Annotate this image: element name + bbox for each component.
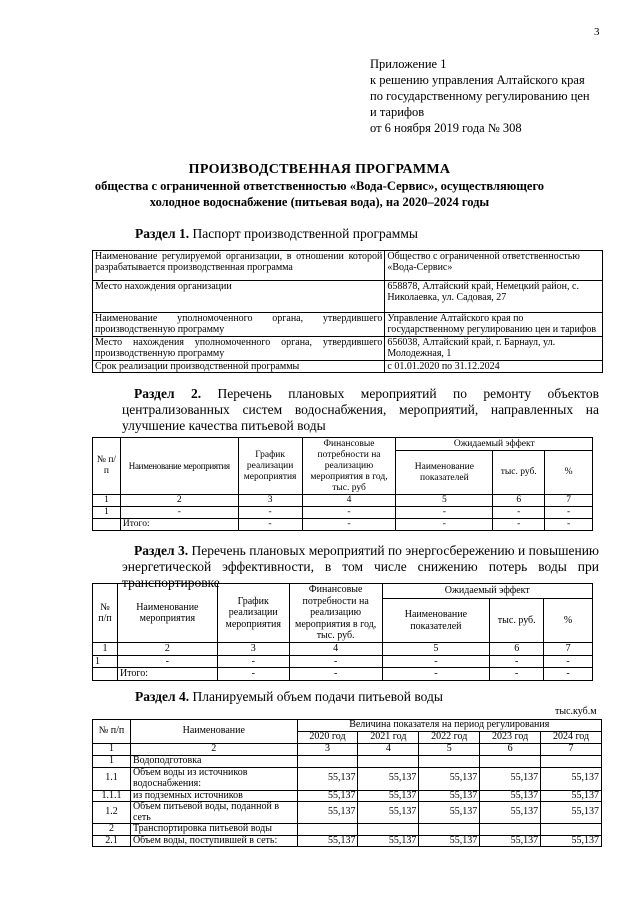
document-title: ПРОИЗВОДСТВЕННАЯ ПРОГРАММА xyxy=(188,162,451,177)
table-cell: 55,137 xyxy=(297,790,358,802)
passport-value: с 01.01.2020 по 31.12.2024 xyxy=(385,361,603,373)
table-cell xyxy=(297,824,358,836)
table-row xyxy=(93,767,602,790)
table-row xyxy=(93,251,603,281)
section-label: Раздел 4. xyxy=(135,689,190,704)
row-number: 2.1 xyxy=(93,835,131,847)
header-cell: Финансовые потребности на реализацию мероприятия в год, тыс. руб xyxy=(302,438,396,495)
table-row xyxy=(93,835,602,847)
row-name: Объем воды, поступившей в сеть: xyxy=(130,835,297,847)
table-cell xyxy=(358,824,419,836)
table-cell: 3 xyxy=(238,495,302,507)
row-number: 1.1.1 xyxy=(93,790,131,802)
table-cell: 55,137 xyxy=(541,835,602,847)
table-cell: 55,137 xyxy=(419,835,480,847)
passport-key: Место нахождения уполномоченного органа, утвердившего производственную программу xyxy=(93,337,385,361)
section2-heading xyxy=(122,386,599,434)
table-cell: 55,137 xyxy=(480,802,541,824)
table-cell: - xyxy=(545,507,593,519)
table-cell: 5 xyxy=(382,643,490,656)
table-cell: - xyxy=(302,519,396,531)
header-cell: Финансовые потребности на реализацию мероприятия в год, тыс. руб. xyxy=(289,584,382,643)
table-cell: - xyxy=(396,507,493,519)
passport-value: 656038, Алтайский край, г. Барнаул, ул. Молодежная, 1 xyxy=(385,337,603,361)
section-title: Планируемый объем подачи питьевой воды xyxy=(192,689,443,704)
table-cell: - xyxy=(238,507,302,519)
header-cell: Наименование мероприятия xyxy=(120,438,238,495)
passport-table xyxy=(92,250,603,373)
table-cell xyxy=(358,755,419,767)
table-header-row xyxy=(93,584,593,599)
header-cell: тыс. руб. xyxy=(493,451,545,495)
table-cell xyxy=(419,755,480,767)
table-cell: 55,137 xyxy=(358,835,419,847)
total-label: Итого: xyxy=(117,668,217,681)
table-cell: 6 xyxy=(480,744,541,756)
year-cell: 2020 год xyxy=(297,732,358,744)
table-cell: - xyxy=(238,519,302,531)
row-name: из подземных источников xyxy=(130,790,297,802)
table-total-row xyxy=(93,668,593,681)
row-number: 1.2 xyxy=(93,802,131,824)
table-cell: 6 xyxy=(493,495,545,507)
table-row xyxy=(93,337,603,361)
table-cell: 55,137 xyxy=(419,790,480,802)
table-cell: 7 xyxy=(541,744,602,756)
table-row xyxy=(93,313,603,337)
appendix-line: Приложение 1 xyxy=(370,57,447,71)
table-cell: 55,137 xyxy=(358,790,419,802)
row-number: 1 xyxy=(93,755,131,767)
table-cell: 55,137 xyxy=(419,767,480,790)
table-cell: - xyxy=(289,655,382,668)
table-cell: 2 xyxy=(120,495,238,507)
row-number: 2 xyxy=(93,824,131,836)
section4-heading xyxy=(135,689,443,705)
section1-heading xyxy=(135,226,418,242)
table-cell: 5 xyxy=(396,495,493,507)
table-cell: 55,137 xyxy=(541,767,602,790)
table-cell: - xyxy=(544,668,593,681)
table-cell: - xyxy=(289,668,382,681)
table-cell: 7 xyxy=(545,495,593,507)
section2-table xyxy=(92,437,593,531)
appendix-line: по государственному регулированию цен xyxy=(370,89,590,103)
table-cell: 1 xyxy=(93,744,131,756)
passport-key: Наименование регулируемой организации, в отношении которой разрабатывается производственная программа xyxy=(93,251,385,281)
table-cell: 4 xyxy=(289,643,382,656)
table-row xyxy=(93,744,602,756)
section-label: Раздел 3. xyxy=(134,543,189,558)
table-cell: 2 xyxy=(130,744,297,756)
total-label: Итого: xyxy=(120,519,238,531)
table-cell: 1 xyxy=(93,643,118,656)
volume-table xyxy=(92,719,602,847)
table-row xyxy=(93,361,603,373)
appendix-line: и тарифов xyxy=(370,105,425,119)
table-cell: - xyxy=(302,507,396,519)
table-cell xyxy=(297,755,358,767)
table-cell: - xyxy=(545,519,593,531)
passport-value: 658878, Алтайский край, Немецкий район, с. Николаевка, ул. Садовая, 27 xyxy=(385,281,603,313)
table-cell: - xyxy=(544,655,593,668)
header-cell: График реализации мероприятия xyxy=(217,584,289,643)
table-cell: 2 xyxy=(117,643,217,656)
year-cell: 2021 год xyxy=(358,732,419,744)
table-row xyxy=(93,824,602,836)
table-header-row xyxy=(93,438,593,451)
table-cell: - xyxy=(490,655,544,668)
year-cell: 2022 год xyxy=(419,732,480,744)
table-header-row xyxy=(93,720,602,732)
appendix-line: от 6 ноября 2019 года № 308 xyxy=(370,121,522,135)
table-cell: 3 xyxy=(217,643,289,656)
table-cell: 55,137 xyxy=(358,802,419,824)
row-name: Водоподготовка xyxy=(130,755,297,767)
table-cell: 1 xyxy=(93,655,118,668)
table-row xyxy=(93,495,593,507)
table-cell: 55,137 xyxy=(419,802,480,824)
table-cell: 3 xyxy=(297,744,358,756)
header-cell: Ожидаемый эффект xyxy=(396,438,593,451)
passport-value: Общество с ограниченной ответственностью «Вода-Сервис» xyxy=(385,251,603,281)
section-title: Перечень плановых мероприятий по ремонту объектов централизованных систем водоснабжения, мероприятий, направленных на улучшение качества питьевой воды xyxy=(122,386,599,433)
table-cell xyxy=(93,668,118,681)
header-cell: тыс. руб. xyxy=(490,599,544,643)
table-cell: - xyxy=(382,668,490,681)
table-row xyxy=(93,802,602,824)
row-name: Объем питьевой воды, поданной в сеть xyxy=(130,802,297,824)
section-label: Раздел 2. xyxy=(134,386,202,401)
table-cell: - xyxy=(117,655,217,668)
table-row xyxy=(93,655,593,668)
passport-key: Срок реализации производственной программы xyxy=(93,361,385,373)
header-cell: Величина показателя на период регулирования xyxy=(297,720,601,732)
header-cell: Наименование показателей xyxy=(382,599,490,643)
section-label: Раздел 1. xyxy=(135,226,190,241)
section3-table xyxy=(92,583,593,681)
table-cell: 55,137 xyxy=(480,790,541,802)
passport-key: Место нахождения организации xyxy=(93,281,385,313)
table-cell: 55,137 xyxy=(297,802,358,824)
document-subtitle: холодное водоснабжение (питьевая вода), на 2020–2024 годы xyxy=(149,195,490,209)
table-cell xyxy=(541,755,602,767)
header-cell: % xyxy=(545,451,593,495)
header-cell: Ожидаемый эффект xyxy=(382,584,592,599)
row-number: 1.1 xyxy=(93,767,131,790)
table-cell: 55,137 xyxy=(541,790,602,802)
table-cell xyxy=(480,824,541,836)
table-cell: - xyxy=(217,668,289,681)
table-cell: 6 xyxy=(490,643,544,656)
appendix-line: к решению управления Алтайского края xyxy=(370,73,585,87)
year-cell: 2024 год xyxy=(541,732,602,744)
table-cell: 5 xyxy=(419,744,480,756)
section-title: Паспорт производственной программы xyxy=(192,226,418,241)
table-cell: 55,137 xyxy=(480,767,541,790)
passport-value: Управление Алтайского края по государственному регулированию цен и тарифов xyxy=(385,313,603,337)
row-name: Объем воды из источников водоснабжения: xyxy=(130,767,297,790)
appendix-block xyxy=(370,56,620,136)
header-cell: № п/п xyxy=(93,720,131,744)
table-row xyxy=(93,643,593,656)
table-cell: 55,137 xyxy=(297,767,358,790)
header-cell: № п/п xyxy=(93,438,121,495)
table-total-row xyxy=(93,519,593,531)
table-cell xyxy=(541,824,602,836)
table-cell: 4 xyxy=(302,495,396,507)
header-cell: График реализации мероприятия xyxy=(238,438,302,495)
passport-key: Наименование уполномоченного органа, утвердившего производственную программу xyxy=(93,313,385,337)
table-cell: 1 xyxy=(93,507,121,519)
table-cell: - xyxy=(217,655,289,668)
row-name: Транспортировка питьевой воды xyxy=(130,824,297,836)
unit-label: тыс.куб.м xyxy=(555,706,597,717)
table-cell: - xyxy=(493,507,545,519)
header-cell: Наименование показателей xyxy=(396,451,493,495)
year-cell: 2023 год xyxy=(480,732,541,744)
header-cell: № п/п xyxy=(93,584,118,643)
header-cell: Наименование мероприятия xyxy=(117,584,217,643)
table-cell xyxy=(480,755,541,767)
document-subtitle: общества с ограниченной ответственностью «Вода-Сервис», осуществляющего xyxy=(94,179,545,193)
header-cell: % xyxy=(544,599,593,643)
table-cell: - xyxy=(396,519,493,531)
table-row xyxy=(93,507,593,519)
table-cell: 55,137 xyxy=(358,767,419,790)
table-row xyxy=(93,755,602,767)
page-number: 3 xyxy=(594,26,600,38)
table-row xyxy=(93,790,602,802)
section-title: Перечень плановых мероприятий по энергосбережению и повышению энергетической эффективности, в том числе снижению потерь воды при транспортировке xyxy=(122,543,599,590)
table-cell xyxy=(419,824,480,836)
table-cell: - xyxy=(120,507,238,519)
table-cell: 4 xyxy=(358,744,419,756)
header-cell: Наименование xyxy=(130,720,297,744)
table-cell: - xyxy=(382,655,490,668)
table-cell: - xyxy=(490,668,544,681)
table-cell xyxy=(93,519,121,531)
table-cell: 55,137 xyxy=(297,835,358,847)
table-cell: 55,137 xyxy=(541,802,602,824)
table-cell: 1 xyxy=(93,495,121,507)
table-cell: - xyxy=(493,519,545,531)
table-row xyxy=(93,281,603,313)
table-cell: 55,137 xyxy=(480,835,541,847)
table-cell: 7 xyxy=(544,643,593,656)
